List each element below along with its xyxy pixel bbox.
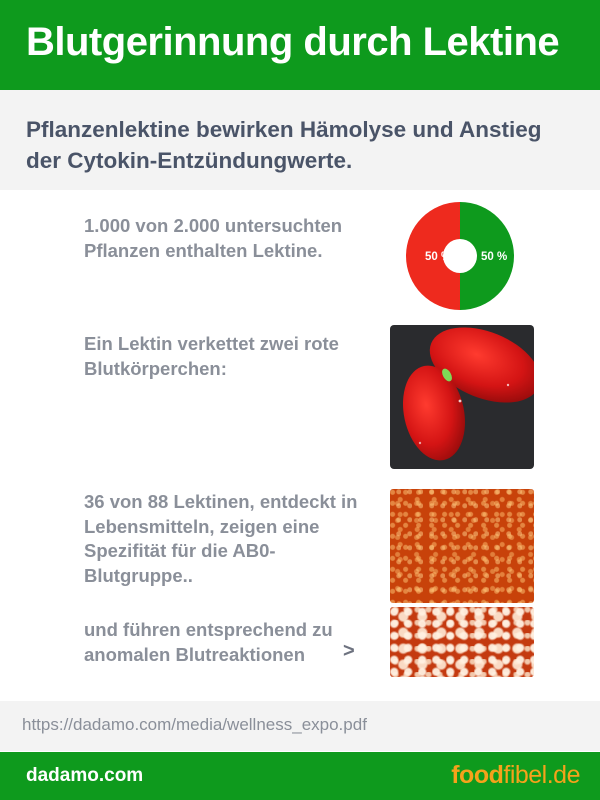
- blood-sample-image: [390, 489, 534, 603]
- subheading-text: Pflanzenlektine bewirken Hämolyse und Anstieg der Cytokin-Entzündungwerte.: [26, 117, 542, 173]
- brand-logo-fibel: fibel.de: [503, 761, 580, 789]
- brand-logo: [451, 761, 580, 790]
- page-title: Blutgerinnung durch Lektine: [26, 20, 560, 64]
- fact-abo-specificity: 36 von 88 Lektinen, entdeckt in Lebensmitteln, zeigen eine Spezifität für die AB0-Blutgruppe..: [84, 491, 358, 586]
- fact-plants-with-lectins: 1.000 von 2.000 untersuchten Pflanzen enthalten Lektine.: [84, 215, 343, 261]
- footer-site-name: dadamo.com: [26, 765, 144, 786]
- red-blood-cells-image: [390, 325, 534, 469]
- source-link[interactable]: https://dadamo.com/media/wellness_expo.pdf: [22, 715, 367, 734]
- header-banner: [0, 0, 600, 90]
- slice-label-green: 50 %: [481, 251, 508, 263]
- slice-label-red: 50 %: [425, 251, 452, 263]
- fact-lectin-links-cells: Ein Lektin verkettet zwei rote Blutkörperchen:: [84, 333, 339, 379]
- subheading-section: [0, 90, 600, 190]
- footer-bar: [0, 752, 600, 800]
- lectin-share-donut-chart: [406, 202, 514, 310]
- source-bar: [0, 701, 600, 751]
- fact-anomalous-reactions: und führen entsprechend zu anomalen Blutreaktionen: [84, 619, 333, 665]
- brand-logo-food: food: [451, 761, 504, 789]
- chevron-right-icon: >: [343, 640, 355, 662]
- agglutinated-blood-image: [390, 607, 534, 677]
